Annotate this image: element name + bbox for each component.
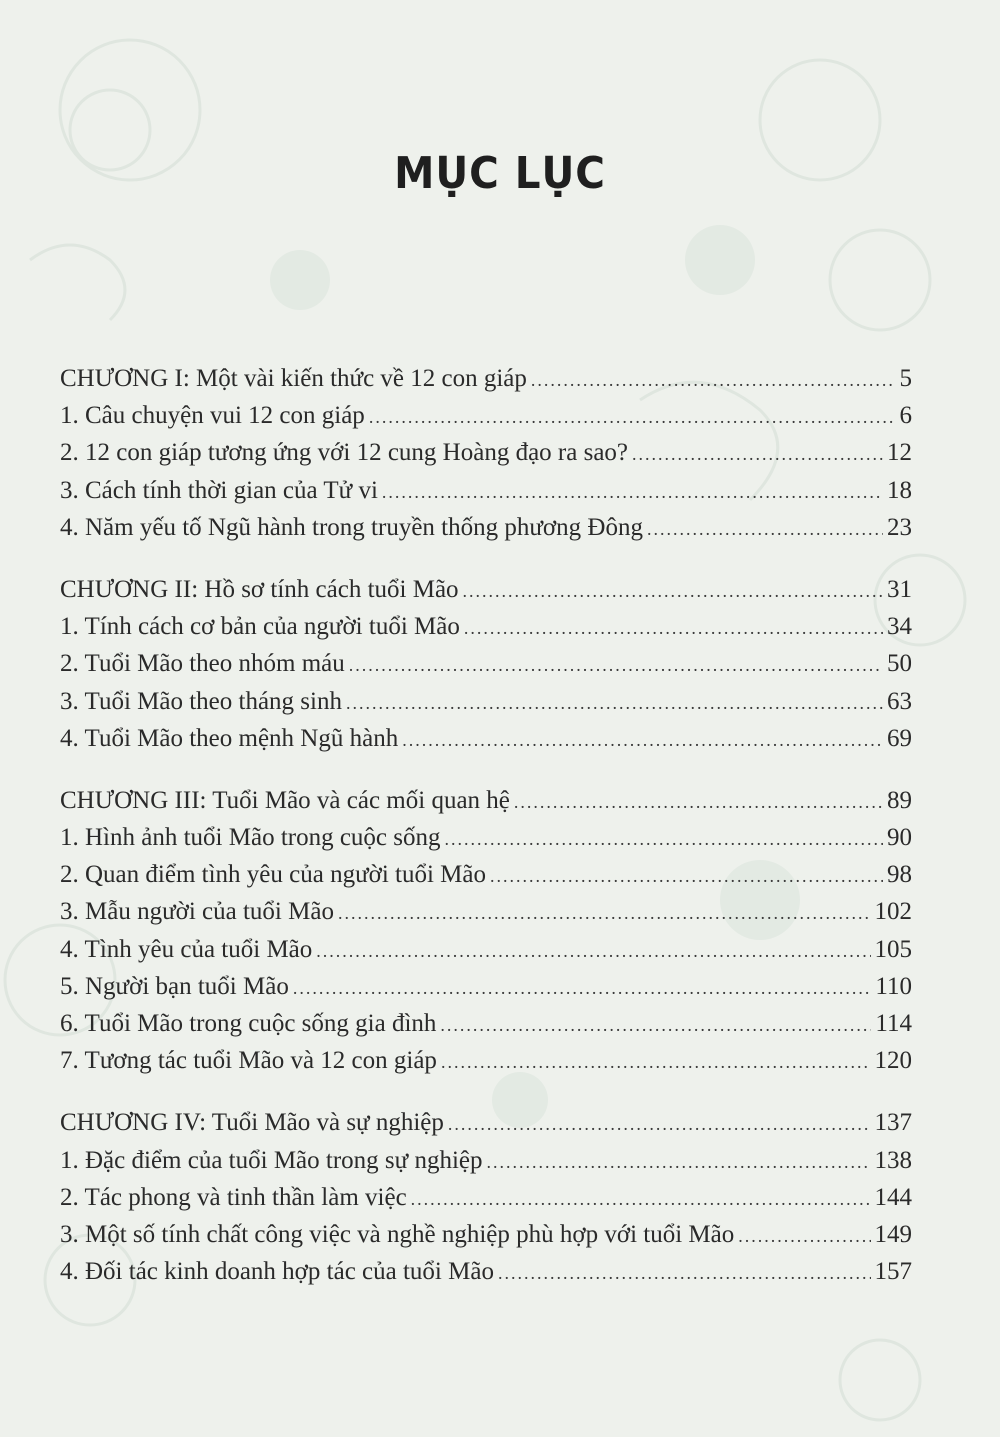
toc-entry[interactable] — [60, 608, 912, 645]
dot-leader — [349, 647, 883, 684]
dot-leader — [445, 821, 883, 858]
toc-page-number: 34 — [887, 613, 912, 641]
toc-page-number: 23 — [887, 513, 912, 541]
table-of-contents — [60, 360, 912, 1315]
toc-page-number: 137 — [874, 1109, 912, 1137]
toc-page-number: 89 — [887, 786, 912, 814]
toc-entry-label: 4. Đối tác kinh doanh hợp tác của tuổi Mão — [60, 1258, 494, 1286]
dot-leader — [441, 1044, 871, 1081]
dot-leader — [382, 474, 883, 511]
toc-page-number: 90 — [887, 824, 912, 852]
dot-leader — [316, 933, 870, 970]
toc-page-number: 120 — [874, 1047, 912, 1075]
toc-entry[interactable] — [60, 720, 912, 757]
toc-entry-label: 7. Tương tác tuổi Mão và 12 con giáp — [60, 1047, 437, 1075]
toc-page-number: 18 — [887, 476, 912, 504]
toc-entry-label: 2. Quan điểm tình yêu của người tuổi Mão — [60, 861, 487, 889]
toc-entry[interactable] — [60, 472, 912, 509]
toc-page-number: 149 — [874, 1220, 912, 1248]
toc-page-number: 63 — [887, 687, 912, 715]
toc-entry[interactable] — [60, 968, 912, 1005]
toc-entry-label: 3. Cách tính thời gian của Tử vi — [60, 476, 378, 504]
dot-leader — [514, 784, 883, 821]
toc-entry-label: 6. Tuổi Mão trong cuộc sống gia đình — [60, 1010, 437, 1037]
dot-leader — [464, 610, 883, 647]
toc-entry-label: 2. 12 con giáp tương ứng với 12 cung Hoàng đạo ra sao? — [60, 439, 629, 467]
toc-entry-label: 1. Đặc điểm của tuổi Mão trong sự nghiệp — [60, 1146, 483, 1174]
dot-leader — [440, 1007, 871, 1044]
toc-entry[interactable] — [60, 645, 912, 682]
toc-entry[interactable] — [60, 1042, 912, 1079]
toc-entry[interactable] — [60, 1216, 912, 1253]
toc-page-number: 50 — [887, 650, 912, 678]
toc-entry[interactable] — [60, 509, 912, 546]
page-title: MỤC LỤC — [394, 148, 606, 199]
dot-leader — [463, 573, 883, 610]
toc-chapter-heading[interactable] — [60, 1104, 912, 1141]
toc-chapter-heading[interactable] — [60, 782, 912, 819]
toc-entry[interactable] — [60, 856, 912, 893]
toc-entry[interactable] — [60, 1142, 912, 1179]
toc-entry-label: 2. Tác phong và tinh thần làm việc — [60, 1183, 407, 1211]
toc-entry-label: 3. Một số tính chất công việc và nghề nghiệp phù hợp với tuổi Mão — [60, 1220, 735, 1248]
chapter-4 — [60, 1104, 912, 1290]
toc-chapter-heading[interactable] — [60, 571, 912, 608]
dot-leader — [402, 722, 883, 759]
toc-entry[interactable] — [60, 1005, 912, 1042]
toc-entry-label: 4. Năm yếu tố Ngũ hành trong truyền thống phương Đông — [60, 513, 643, 541]
dot-leader — [338, 895, 871, 932]
dot-leader — [487, 1144, 871, 1181]
dot-leader — [411, 1181, 871, 1218]
dot-leader — [293, 970, 872, 1007]
toc-page-number: 69 — [887, 724, 912, 752]
toc-page-number: 110 — [875, 972, 912, 1000]
toc-entry[interactable] — [60, 1179, 912, 1216]
toc-page-number: 5 — [899, 365, 912, 392]
toc-entry[interactable] — [60, 434, 912, 471]
toc-entry[interactable] — [60, 931, 912, 968]
toc-entry[interactable] — [60, 1253, 912, 1290]
toc-page-number: 114 — [875, 1010, 912, 1037]
toc-page-number: 12 — [887, 439, 912, 467]
dot-leader — [632, 436, 883, 473]
dot-leader — [647, 511, 883, 548]
toc-entry[interactable] — [60, 683, 912, 720]
toc-chapter-heading[interactable] — [60, 360, 912, 397]
toc-entry-label: CHƯƠNG II: Hồ sơ tính cách tuổi Mão — [60, 575, 459, 603]
chapter-3 — [60, 782, 912, 1080]
dot-leader — [346, 685, 883, 722]
dot-leader — [369, 399, 896, 436]
toc-page-number: 157 — [874, 1258, 912, 1286]
dot-leader — [531, 362, 896, 399]
toc-entry-label: 4. Tuổi Mão theo mệnh Ngũ hành — [60, 724, 399, 752]
toc-page-number: 138 — [874, 1146, 912, 1174]
toc-entry-label: CHƯƠNG III: Tuổi Mão và các mối quan hệ — [60, 786, 510, 814]
toc-page-number: 102 — [874, 898, 912, 926]
toc-page-number: 31 — [887, 575, 912, 603]
toc-entry-label: 1. Tính cách cơ bản của người tuổi Mão — [60, 613, 460, 641]
toc-entry-label: 3. Tuổi Mão theo tháng sinh — [60, 687, 342, 715]
toc-entry[interactable] — [60, 819, 912, 856]
toc-entry-label: CHƯƠNG IV: Tuổi Mão và sự nghiệp — [60, 1109, 444, 1137]
toc-page-number: 98 — [887, 861, 912, 889]
dot-leader — [448, 1106, 871, 1143]
toc-page-number: 6 — [899, 402, 912, 430]
toc-entry-label: 4. Tình yêu của tuổi Mão — [60, 935, 313, 963]
toc-entry-label: 2. Tuổi Mão theo nhóm máu — [60, 650, 345, 678]
dot-leader — [490, 858, 883, 895]
toc-entry-label: 1. Hình ảnh tuổi Mão trong cuộc sống — [60, 824, 441, 852]
toc-entry[interactable] — [60, 893, 912, 930]
toc-page-number: 105 — [874, 935, 912, 963]
toc-entry[interactable] — [60, 397, 912, 434]
toc-entry-label: 3. Mẫu người của tuổi Mão — [60, 898, 334, 926]
chapter-1 — [60, 360, 912, 546]
toc-entry-label: 1. Câu chuyện vui 12 con giáp — [60, 402, 365, 430]
toc-page-number: 144 — [874, 1183, 912, 1211]
dot-leader — [738, 1218, 870, 1255]
chapter-2 — [60, 571, 912, 757]
dot-leader — [498, 1255, 871, 1292]
toc-entry-label: CHƯƠNG I: Một vài kiến thức về 12 con giáp — [60, 365, 527, 392]
toc-entry-label: 5. Người bạn tuổi Mão — [60, 972, 289, 1000]
